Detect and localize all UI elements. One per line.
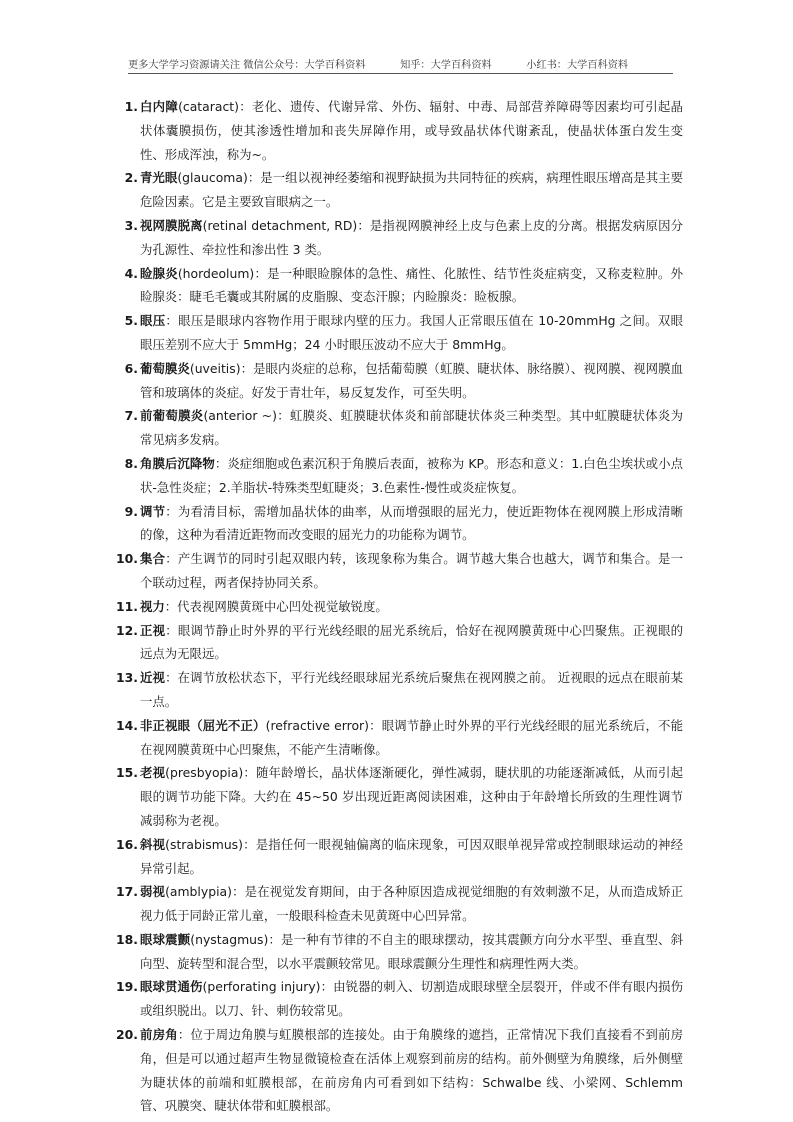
- item-term: 睑腺炎: [140, 265, 178, 281]
- item-definition: (uveitis)：是眼内炎症的总称，包括葡萄膜（虹膜、睫状体、脉络膜）、视网膜、视网膜血管和玻璃体的炎症。好发于青壮年，易反复发作，可至失明。: [140, 360, 683, 400]
- glossary-item: [108, 500, 683, 548]
- item-definition: (anterior ~)：虹膜炎、虹膜睫状体炎和前部睫状体炎三种类型。其中虹膜睫状体炎为常见病多发病。: [140, 408, 684, 448]
- item-number: 7.: [124, 408, 138, 424]
- item-term: 集合: [140, 551, 166, 567]
- item-number: 19.: [116, 979, 138, 995]
- item-term: 非正视眼（屈光不正）: [140, 717, 266, 733]
- glossary-item: [108, 714, 683, 762]
- glossary-item: [108, 404, 683, 452]
- item-number: 5.: [124, 313, 138, 329]
- glossary-item: [108, 1023, 683, 1118]
- item-term: 前葡萄膜炎: [140, 408, 204, 424]
- header-zhihu-note: 知乎：大学百科资料: [400, 60, 492, 71]
- glossary-item: [108, 595, 683, 619]
- glossary-item: [108, 928, 683, 976]
- item-definition: (nystagmus)：是一种有节律的不自主的眼球摆动，按其震颤方向分水平型、垂直型、斜向型、旋转型和混合型，以水平震颤较常见。眼球震颤分生理性和病理性两大类。: [140, 931, 684, 971]
- item-definition: (amblypia)：是在视觉发育期间，由于各种原因造成视觉细胞的有效刺激不足，从而造成矫正视力低于同龄正常儿童，一般眼科检查未见黄斑中心凹异常。: [140, 884, 683, 924]
- glossary-item: [108, 761, 683, 832]
- item-definition: ：产生调节的同时引起双眼内转，该现象称为集合。调节越大集合也越大，调节和集合。是一个联动过程，两者保持协同关系。: [140, 551, 684, 590]
- header-wechat-note: 更多大学学习资源请关注 微信公众号：大学百科资料: [128, 60, 366, 71]
- glossary-item: [108, 666, 683, 714]
- glossary-list: [108, 95, 683, 1118]
- glossary-item: [108, 975, 683, 1023]
- item-definition: (hordeolum)：是一种眼睑腺体的急性、痛性、化脓性、结节性炎症病变，又称麦粒肿。外睑腺炎：睫毛毛囊或其附属的皮脂腺、变态汗腺；内睑腺炎：睑板腺。: [140, 265, 684, 305]
- item-number: 3.: [124, 217, 138, 233]
- item-term: 视网膜脱离: [140, 217, 203, 233]
- glossary-item: [108, 166, 683, 214]
- glossary-item: [108, 619, 683, 667]
- item-number: 16.: [116, 836, 138, 852]
- glossary-item: [108, 833, 683, 881]
- glossary-item: [108, 880, 683, 928]
- item-term: 斜视: [140, 836, 166, 852]
- item-term: 前房角: [140, 1027, 178, 1043]
- item-number: 15.: [116, 765, 138, 781]
- item-term: 正视: [140, 622, 166, 638]
- item-number: 9.: [124, 503, 138, 519]
- item-definition: ：代表视网膜黄斑中心凹处视觉敏锐度。: [164, 598, 388, 614]
- item-number: 10.: [116, 551, 138, 567]
- item-definition: ：位于周边角膜与虹膜根部的连接处。由于角膜缘的遮挡，正常情况下我们直接看不到前房角，但是可以通过超声生物显微镜检查在活体上观察到前房的结构。前外侧壁为角膜缘，后外侧壁为睫状体的前端和虹膜根部，在前房角内可看到如下结构：Schwalbe 线、小梁网、Schlemm 管、巩膜突、睫状体带和虹膜根部。: [140, 1027, 684, 1114]
- item-definition: ：炎症细胞或色素沉积于角膜后表面，被称为 KP。形态和意义：1.白色尘埃状或小点状-急性炎症；2.羊脂状-特殊类型虹睫炎；3.色素性-慢性或炎症恢复。: [140, 455, 684, 495]
- item-term: 眼压: [140, 313, 166, 329]
- item-term: 眼球贯通伤: [140, 979, 203, 995]
- item-number: 12.: [116, 622, 138, 638]
- item-number: 4.: [124, 265, 138, 281]
- glossary-item: [108, 357, 683, 405]
- item-term: 青光眼: [140, 170, 178, 186]
- glossary-item: [108, 309, 683, 357]
- item-number: 17.: [116, 884, 138, 900]
- page-header: [128, 56, 673, 71]
- item-number: 18.: [116, 931, 138, 947]
- item-definition: (cataract)：老化、遗传、代谢异常、外伤、辐射、中毒、局部营养障碍等因素均可引起晶状体囊膜损伤，使其渗透性增加和丧失屏障作用，或导致晶状体代谢紊乱，使晶状体蛋白发生变性、形成浑浊，称为~。: [140, 99, 683, 162]
- item-term: 角膜后沉降物: [140, 455, 215, 471]
- glossary-item: [108, 452, 683, 500]
- item-number: 14.: [116, 717, 138, 733]
- item-term: 白内障: [140, 99, 179, 114]
- item-definition: (presbyopia)：随年龄增长，晶状体逐渐硬化，弹性减弱，睫状肌的功能逐渐减低，从而引起眼的调节功能下降。大约在 45~50 岁出现近距离阅读困难，这种由于年龄增长所致的生理性调节减弱称为老视。: [140, 765, 683, 828]
- item-term: 葡萄膜炎: [140, 360, 190, 376]
- item-definition: (retinal detachment, RD)：是指视网膜神经上皮与色素上皮的分离。根据发病原因分为孔源性、牵拉性和渗出性 3 类。: [140, 217, 684, 257]
- item-definition: (strabismus)：是指任何一眼视轴偏离的临床现象，可因双眼单视异常或控制眼球运动的神经异常引起。: [140, 836, 684, 876]
- item-number: 11.: [116, 598, 138, 614]
- item-definition: ：为看清目标，需增加晶状体的曲率，从而增强眼的屈光力，使近距物体在视网膜上形成清晰的像，这种为看清近距物而改变眼的屈光力的功能称为调节。: [140, 503, 684, 543]
- item-term: 弱视: [140, 884, 166, 900]
- item-definition: ：在调节放松状态下，平行光线经眼球屈光系统后聚焦在视网膜之前。 近视眼的远点在眼前某一点。: [140, 670, 683, 709]
- item-definition: (refractive error)：眼调节静止时外界的平行光线经眼的屈光系统后，不能在视网膜黄斑中心凹聚焦，不能产生清晰像。: [140, 717, 684, 757]
- item-term: 近视: [140, 670, 166, 686]
- item-number: 8.: [124, 455, 138, 471]
- item-definition: (glaucoma)：是一组以视神经萎缩和视野缺损为共同特征的疾病，病理性眼压增高是其主要危险因素。它是主要致盲眼病之一。: [140, 170, 684, 210]
- item-definition: (perforating injury)：由锐器的刺入、切割造成眼球壁全层裂开，伴或不伴有眼内损伤或组织脱出。以刀、针、刺伤较常见。: [140, 979, 684, 1019]
- item-number: 6.: [124, 360, 138, 376]
- item-definition: ：眼压是眼球内容物作用于眼球内壁的压力。我国人正常眼压值在 10-20mmHg 之间。双眼眼压差别不应大于 5mmHg；24 小时眼压波动不应大于 8mmHg。: [140, 313, 683, 352]
- item-term: 视力: [140, 598, 165, 614]
- item-definition: ：眼调节静止时外界的平行光线经眼的屈光系统后，恰好在视网膜黄斑中心凹聚焦。正视眼的远点为无限远。: [140, 622, 684, 662]
- item-number: 13.: [116, 670, 138, 686]
- item-number: 20.: [116, 1027, 138, 1043]
- item-term: 调节: [140, 503, 166, 519]
- glossary-item: [108, 95, 683, 166]
- item-number: 1.: [124, 99, 138, 114]
- glossary-item: [108, 214, 683, 262]
- header-rule: [128, 73, 673, 74]
- glossary-item: [108, 262, 683, 310]
- glossary-item: [108, 547, 683, 595]
- header-xiaohongshu-note: 小红书：大学百科资料: [526, 60, 629, 71]
- item-term: 眼球震颤: [140, 931, 191, 947]
- item-term: 老视: [140, 765, 166, 781]
- item-number: 2.: [124, 170, 138, 186]
